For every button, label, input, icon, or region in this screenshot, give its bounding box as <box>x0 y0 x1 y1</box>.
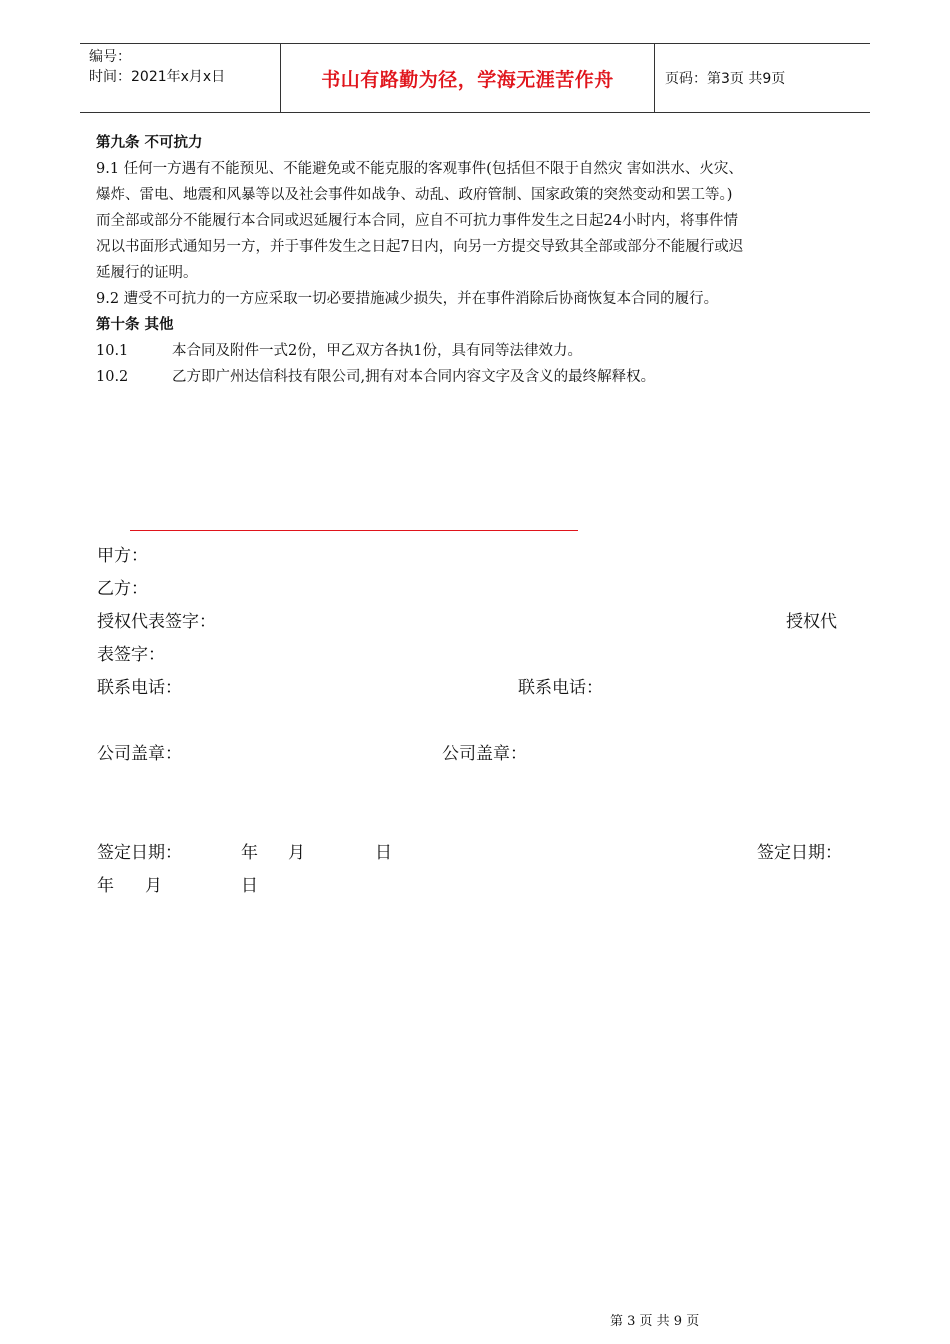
document-number-label: 编号： <box>89 49 131 65</box>
auth-sign-right-label: 授权代 <box>786 612 837 632</box>
page-footer: 第 3 页 共 9 页 <box>610 1314 700 1329</box>
clause-text: 本合同及附件一式2份，甲乙双方各执1份，具有同等法律效力。 <box>172 343 582 359</box>
header-page-info: 页码：第3页 共9页 <box>665 71 786 87</box>
clause-number: 10.2 <box>96 369 129 385</box>
date-month: 月 <box>145 876 162 896</box>
clause-10-1 <box>96 338 856 364</box>
article-9-1-line: 延履行的证明。 <box>96 265 198 281</box>
article-9-1-line: 爆炸、雷电、地震和风暴等以及社会事件如战争、动乱、政府管制、国家政策的突然变动和罢工等。) <box>96 187 733 203</box>
auth-sign-label: 授权代表签字： <box>97 612 216 632</box>
date-year: 年 <box>241 843 258 863</box>
auth-sign-right-label-cont: 表签字： <box>97 645 165 665</box>
clause-number: 10.1 <box>96 343 129 359</box>
contract-body <box>96 130 856 390</box>
party-b-label: 乙方： <box>97 579 148 599</box>
article-9-2: 9.2 遭受不可抗力的一方应采取一切必要措施减少损失，并在事件消除后协商恢复本合同的履行。 <box>96 291 719 307</box>
seal-left-label: 公司盖章： <box>97 744 182 764</box>
article-9-1-line: 而全部或部分不能履行本合同或迟延履行本合同，应自不可抗力事件发生之日起24小时内，将事件情 <box>96 213 738 229</box>
date-month: 月 <box>288 843 305 863</box>
article-9-title: 第九条 不可抗力 <box>96 135 203 151</box>
header-meta <box>80 44 281 112</box>
date-day: 日 <box>241 876 258 896</box>
phone-left-label: 联系电话： <box>97 678 182 698</box>
article-9-1-line: 9.1 任何一方遇有不能预见、不能避免或不能克服的客观事件(包括但不限于自然灾 害如洪水、火灾、 <box>96 161 743 177</box>
article-10-title: 第十条 其他 <box>96 317 174 333</box>
signature-divider <box>130 530 578 531</box>
clause-10-2 <box>96 364 856 390</box>
date-left-label: 签定日期： <box>97 843 182 863</box>
date-right-label: 签定日期： <box>757 843 842 863</box>
date-day: 日 <box>375 843 392 863</box>
header-motto: 书山有路勤为径，学海无涯苦作舟 <box>281 44 655 112</box>
date-year: 年 <box>97 876 114 896</box>
document-date: 时间：2021年x月x日 <box>89 69 226 85</box>
party-a-label: 甲方： <box>97 546 148 566</box>
seal-right-label: 公司盖章： <box>442 744 527 764</box>
phone-right-label: 联系电话： <box>518 678 603 698</box>
clause-text: 乙方即广州达信科技有限公司,拥有对本合同内容文字及含义的最终解释权。 <box>172 369 656 385</box>
page-header <box>80 43 870 113</box>
article-9-1-line: 况以书面形式通知另一方，并于事件发生之日起7日内，向另一方提交导致其全部或部分不能履行或迟 <box>96 239 744 255</box>
